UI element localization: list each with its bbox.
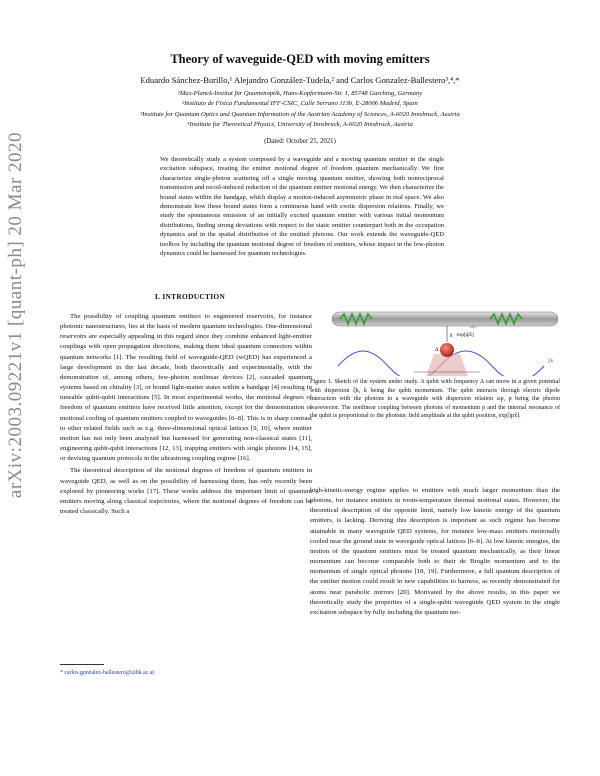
momentum-distribution [426, 354, 468, 376]
intro-paragraph-2: The theoretical description of the motional degrees of freedom of quantum emitters in waveguide QED, as well as on the possibility of harnessing them, has only recently been explored by pioneering works [17]. These works address the important limit of quantum emitters moving along classical trajectories, where the motional degrees of freedom can be treated classically. Such a [60, 467, 312, 515]
intro-paragraph-1: The possibility of coupling quantum emitters to engineered reservoirs, for instance photonic nanostructures, lies at the basis of modern quantum technologies. One-dimensional reservoirs are especially appealing in this regard since they combine enhanced light-emitter couplings with open propagation directions, making them ideal quantum connectors within quantum networks [1]. The resulting field of waveguide-QED (wQED) has experienced a large development in the last decade, both theoretically and experimentally, with the demonstration of, among others, few-photon nonlinear devices [2], cascaded quantum systems based on chirality [3], or bound light-matter states within a bandgap [4] resulting in tuneable qubit-qubit interactions [5]. In most experimental works, the motional degrees of freedom of quantum emitters have received little attention, except for the demonstration of motional cooling of quantum emitters coupled to waveguides [6–8]. This is in sharp contrast to other related fields such as e.g. three-dimensional optical lattices [9, 10], where emitter motion has not only been analyzed but harnessed for generating non-classical states [11], engineering qubit-qubit interactions [12, 13], trapping emitters with single photons [14, 15], or devising quantum protocols in the ultrastrong coupling regime [16]. [60, 313, 312, 463]
arxiv-identifier: arXiv:2003.09221v1 [quant-ph] 20 Mar 2020 [5, 131, 26, 499]
paper-title: Theory of waveguide-QED with moving emitters [170, 52, 430, 66]
right-column-text: high-kinetic-energy regime applies to emitters with much larger momentum than the photons, for instance emitters in room-temperature thermal motional states. However, the theoretical description of the opposite limit, namely low kinetic energy of the quantum emitters, is lacking. Deriving this description is important as such regime has become attainable in many waveguide QED systems, for instance low-mass emitters motionally cooled near the ground state in waveguide optical lattices [6–8]. At low kinetic energies, the motion of the quantum emitters must be treated quantum mechanically, as their linear momentum can become comparable both to their de Broglie momentum and to the momentum of single optical photons [18, 19]. Furthermore, a full quantum description of the emitter motion could result in new capabilities to harness, as recently demonstrated for atoms near parabolic mirrors [20]. Motivated by the above results, in this paper we theoretically study the properties of a single-qubit waveguide QED system in the single excitation subspace by fully including the quantum mo- [310, 487, 560, 616]
affiliation-4: ⁴Institute for Theoretical Physics, University of Innsbruck, A-6020 Innsbruck, Austria [187, 121, 413, 128]
author-list: Eduardo Sánchez-Burillo,¹ Alejandro González-Tudela,² and Carlos Gonzalez-Ballestero³,⁴,* [140, 75, 460, 85]
footnote-divider [60, 664, 104, 665]
delta-label: Δ [435, 347, 439, 353]
section-heading: I. INTRODUCTION [154, 292, 226, 301]
omega-label: ωp [470, 325, 476, 330]
xi-label: ξk [548, 358, 554, 364]
affiliation-2: ²Instituto de Física Fundamental IFF-CSIC, Calle Serrano 113b, E-28006 Madrid, Spain [182, 100, 418, 107]
affiliation-3: ³Institute for Quantum Optics and Quantum Information of the Austrian Academy of Sciences, A-6020 Innsbruck, Austria [140, 111, 460, 118]
affiliation-1: ¹Max-Planck-Institut für Quantenoptik, Hans-Kopfermann-Str. 1, 85748 Garching, Germany [177, 90, 423, 97]
coupling-label: g · exp[ipx̂] [450, 333, 474, 338]
left-column [60, 312, 312, 517]
corresponding-email-link[interactable]: * carlos.gonzalez-ballestero@uibk.ac.at [60, 670, 155, 676]
date-line: (Dated: October 25, 2021) [264, 138, 336, 145]
abstract: We theoretically study a system composed by a waveguide and a moving quantum emitter in the single excitation subspace, treating the emitter motional degree of freedom quantum mechanically. We first characterize single-photon scattering off a single moving quantum emitter, showing both nonreciprocal transmission and recoil-induced reduction of the quantum emitter motional energy. We then characterize the bound states within the bandgap, which display a motion-induced asymmetric phase in real space. We also demonstrate how these bound states form a continuous band with exotic dispersion relations. Finally, we study the spontaneous emission of an initially excited quantum emitter with various initial momentum distributions, finding strong deviations with respect to the static emitter counterpart both in the occupation dynamics and in the spatial distribution of the emitted photons. Our work extends the waveguide-QED toolbox by including the quantum motional degree of freedom of emitters, whose impact in the few-photon dynamics could be harnessed for quantum technologies. [160, 156, 444, 258]
figure-1-caption: Figure 1. Sketch of the system under study. A qubit with frequency Δ can move in a given potential with dispersion ξk, k being the qubit momentum. The qubit interacts through electric dipole interaction with the photons in a waveguide with dispersion relation ωp, p being the photon wavevector. The nonlinear coupling between photons of momentum p and the internal resonance of the qubit is proportional to the photonic field amplitude at the qubit position, exp[ipx̂]. [310, 379, 560, 420]
footnote [60, 670, 310, 676]
figure-1-sketch [330, 306, 562, 376]
qubit [440, 343, 454, 357]
